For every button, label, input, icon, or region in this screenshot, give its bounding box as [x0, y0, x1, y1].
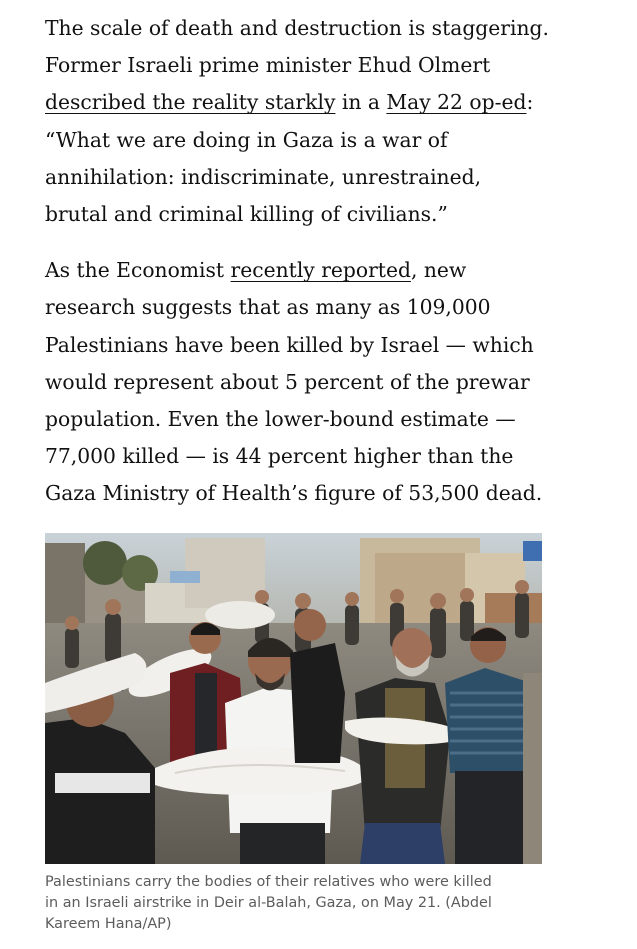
paragraph-line: research suggests that as many as 109,000 [45, 295, 491, 320]
paragraph-olmert [45, 10, 555, 233]
described-reality-link[interactable]: described the reality starkly [45, 90, 336, 115]
news-photo-figure [45, 533, 542, 935]
paragraph-line: population. Even the lower-bound estimate — [45, 407, 516, 432]
photo-caption [45, 872, 542, 935]
paragraph-line: annihilation: indiscriminate, unrestrained, [45, 164, 482, 189]
paragraph-text: : [526, 90, 534, 115]
paragraph-line [45, 252, 555, 289]
paragraph-line: brutal and criminal killing of civilians.” [45, 202, 448, 227]
paragraph-text: As the Economist [45, 258, 231, 283]
article-body [45, 10, 555, 513]
recently-reported-link[interactable]: recently reported [230, 258, 411, 283]
news-photo[interactable] [45, 533, 542, 864]
paragraph-line: Former Israeli prime minister Ehud Olmert [45, 53, 491, 78]
paragraph-economist [45, 252, 555, 512]
paragraph-line: “What we are doing in Gaza is a war of [45, 127, 448, 152]
caption-line: Kareem Hana/AP) [45, 916, 172, 932]
caption-line: Palestinians carry the bodies of their relatives who were killed [45, 874, 492, 890]
paragraph-line: would represent about 5 percent of the prewar [45, 369, 530, 394]
paragraph-text: in a [335, 90, 387, 115]
paragraph-line: The scale of death and destruction is staggering. [45, 16, 549, 40]
paragraph-line: Palestinians have been killed by Israel — which [45, 332, 534, 357]
paragraph-text: , new [410, 258, 467, 283]
paragraph-line: 77,000 killed — is 44 percent higher than the [45, 444, 514, 469]
paragraph-line: Gaza Ministry of Health’s figure of 53,500 dead. [45, 481, 543, 506]
paragraph-line [45, 84, 555, 121]
caption-line: in an Israeli airstrike in Deir al-Balah, Gaza, on May 21. (Abdel [45, 895, 492, 911]
op-ed-link[interactable]: May 22 op-ed [386, 90, 527, 115]
